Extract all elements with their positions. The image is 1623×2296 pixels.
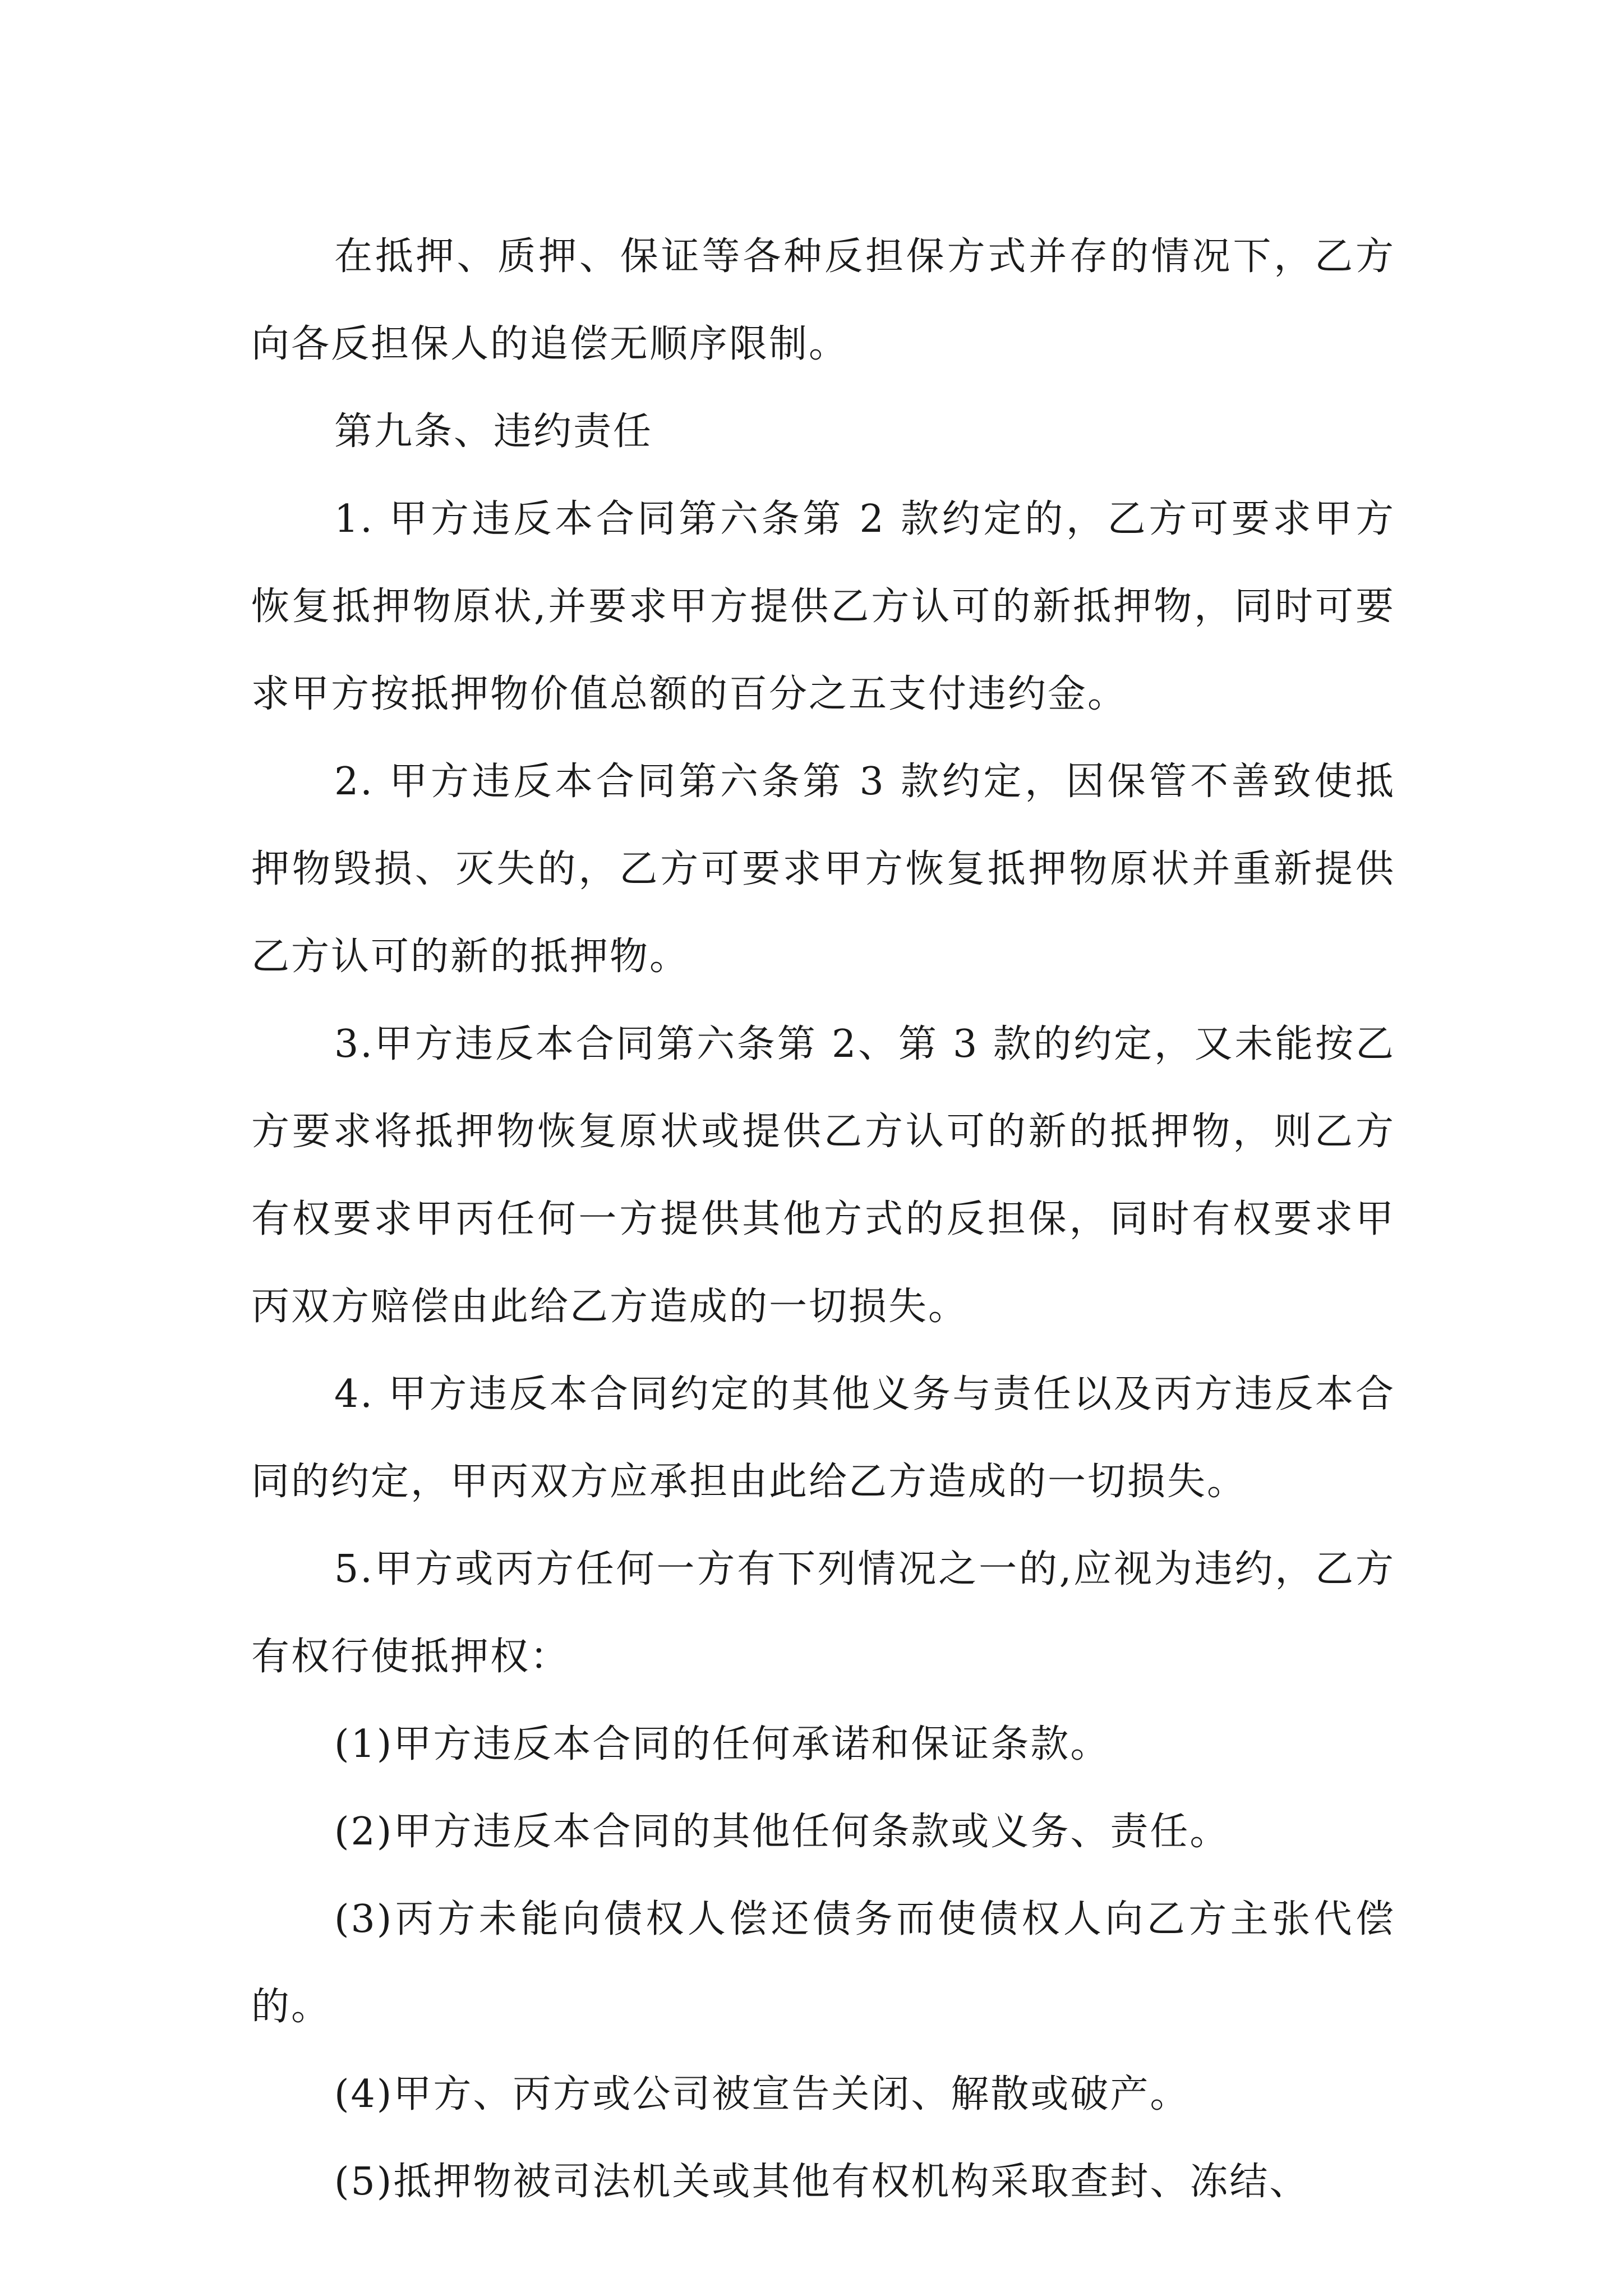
paragraph-counter-guarantee-order: 在抵押、质押、保证等各种反担保方式并存的情况下，乙方向各反担保人的追偿无顺序限制。 <box>251 234 1395 366</box>
clause-4: 4. 甲方违反本合同约定的其他义务与责任以及丙方违反本合同的约定，甲丙双方应承担由此给乙方造成的一切损失。 <box>251 1372 1395 1504</box>
sub-item-1: (1)甲方违反本合同的任何承诺和保证条款。 <box>334 1722 1110 1766</box>
sub-item-2: (2)甲方违反本合同的其他任何条款或义务、责任。 <box>334 1810 1230 1854</box>
sub-item-4: (4)甲方、丙方或公司被宣告关闭、解散或破产。 <box>334 2072 1190 2116</box>
clause-1: 1. 甲方违反本合同第六条第 2 款约定的，乙方可要求甲方恢复抵押物原状,并要求甲方提供乙方认可的新抵押物，同时可要求甲方按抵押物价值总额的百分之五支付违约金。 <box>251 497 1395 716</box>
sub-item-5: (5)抵押物被司法机关或其他有权机构采取查封、冻结、 <box>334 2160 1310 2204</box>
clause-2: 2. 甲方违反本合同第六条第 3 款约定，因保管不善致使抵押物毁损、灭失的，乙方可要求甲方恢复抵押物原状并重新提供乙方认可的新的抵押物。 <box>251 760 1395 979</box>
document-body <box>251 213 1395 2226</box>
clause-5: 5.甲方或丙方任何一方有下列情况之一的,应视为违约，乙方有权行使抵押权： <box>251 1547 1395 1679</box>
clause-3: 3.甲方违反本合同第六条第 2、第 3 款的约定，又未能按乙方要求将抵押物恢复原状或提供乙方认可的新的抵押物，则乙方有权要求甲丙任何一方提供其他方式的反担保，同时有权要求甲丙双方赔偿由此给乙方造成的一切损失。 <box>251 1022 1395 1329</box>
sub-item-3: (3)丙方未能向债权人偿还债务而使债权人向乙方主张代偿的。 <box>251 1897 1395 2029</box>
article-9-heading: 第九条、违约责任 <box>334 409 653 454</box>
